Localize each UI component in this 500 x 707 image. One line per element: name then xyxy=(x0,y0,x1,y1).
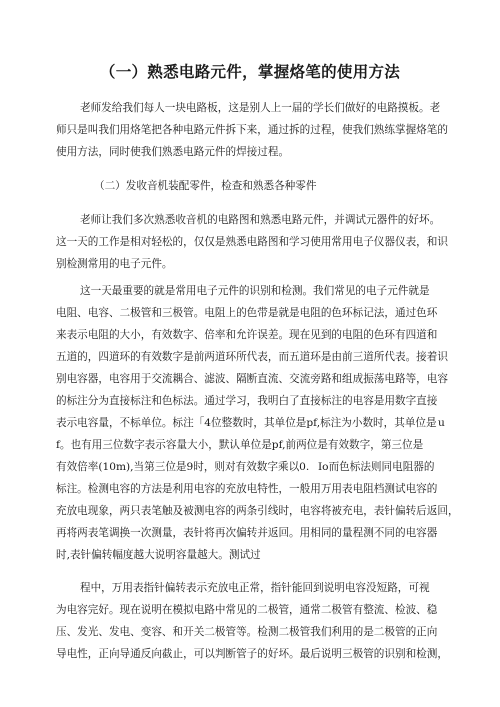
paragraph-line: 师只是叫我们用烙笔把各种电路元件拆下来，通过拆的过程，使我们熟练掌握烙笔的 xyxy=(56,124,448,136)
paragraph-line: 表示电容量，不标单位。标注「4位整数时，其单位是pf,标注为小数时，其单位是 xyxy=(56,417,437,429)
paragraph-line: 的标注分为直接标注和色标法。通过学习，我明白了直接标注的电容是用数字直接 xyxy=(56,395,438,407)
paragraph-line: 五道的，四道环的有效数字是前两道环所代表，而五道环是由前三道所代表。接着识 xyxy=(56,351,448,363)
paragraph-line: 这一天的工作是相对轻松的，仅仅是熟悉电路图和学习使用常用电子仪器仪表，和识 xyxy=(56,236,448,248)
paragraph-line: 压、发光、发电、变容、和开关二极管等。检测二极管我们利用的是二极管的正向 xyxy=(56,626,438,638)
paragraph-line: 程中，万用表指针偏转表示充放电正常，指针能回到说明电容没短路，可视 xyxy=(80,582,430,594)
paragraph-line: 为电容完好。现在说明在模拟电路中常见的二极管，通常二极管有整流、检波、稳 xyxy=(56,604,438,616)
paragraph-line: 再将两表笔调换一次测量，表针将再次偏转并返回。用相同的量程测不同的电容器 xyxy=(56,527,438,539)
paragraph-fragment: u xyxy=(438,417,445,429)
paragraph-line: 老师让我们多次熟悉收音机的电路图和熟悉电路元件，并调试元器件的好坏。 xyxy=(80,214,441,226)
paragraph-line: 老师发给我们每人一块电路板，这是别人上一届的学长们做好的电路摸板。老 xyxy=(80,102,441,114)
paragraph-line: 电阻、电容、二极管和三极管。电阻上的色带是就是电阻的色环标记法，通过色环 xyxy=(56,307,438,319)
paragraph-fragment: Io而色标法则同电阻器的 xyxy=(318,461,435,473)
paragraph-line: 来表示电阻的大小，有效数字、倍率和允许误差。现在见到的电阻的色环有四道和 xyxy=(56,329,438,341)
paragraph-line: 有效倍率(10m),当第三位是9时，则对有效数字乘以0. xyxy=(56,461,310,473)
paragraph-line: 标注。检测电容的方法是利用电容的充放电特性，一般用万用表电阻档测试电容的 xyxy=(56,483,438,495)
document-title: （一）熟悉电路元件，掌握烙笔的使用方法 xyxy=(99,63,401,81)
paragraph-line: 充放电现象，两只表笔触及被测电容的两条引线时，电容将被充电，表针偏转后返回， xyxy=(56,505,459,517)
section-subheading: （二）发收音机装配零件，检查和熟悉各种零件 xyxy=(94,180,317,192)
paragraph-line: 别电容器，电容用于交流耦合、滤波、隔断直流、交流旁路和组成振荡电路等，电容 xyxy=(56,373,448,385)
paragraph-line: 这一天最重要的就是常用电子元件的识别和检测。我们常见的电子元件就是 xyxy=(80,285,430,297)
paragraph-line: 使用方法，同时使我们熟悉电路元件的焊接过程。 xyxy=(56,146,290,158)
paragraph-line: 时,表针偏转幅度越大说明容量越大。测试过 xyxy=(56,549,261,561)
paragraph-line: 别检测常用的电子元件。 xyxy=(56,258,173,270)
paragraph-line: 导电性，正向导通反向截止，可以判断管子的好坏。最后说明三极管的识别和检测， xyxy=(56,648,448,660)
paragraph-line: f。也有用三位数字表示容量大小，默认单位是pf,前两位是有效数字，第三位是 xyxy=(56,439,424,451)
